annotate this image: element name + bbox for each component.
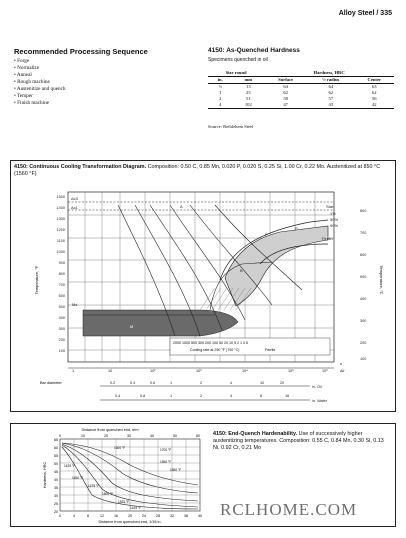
table-header: mm: [232, 77, 264, 84]
tick-label: 0.6: [150, 381, 156, 385]
tick-label: 20: [128, 514, 132, 518]
tick-label: 4: [73, 514, 75, 518]
tick-label: 10⁵: [288, 369, 294, 373]
table-cell: 2: [219, 96, 222, 101]
endquench-caption-text: Use of successively higher austenitizing temperatures. Composition: 0.55 C, 0.84 Mn, 0.30 Si, 0.13 Ni, 0.92 Cr, 0.21 Mo: [213, 431, 384, 451]
tick-label: 600: [58, 294, 65, 298]
ferrite-label: Ferrite: [265, 348, 276, 352]
water-ticks: [115, 394, 328, 403]
tick-label: 35: [54, 486, 58, 490]
processing-step: • Temper: [14, 93, 66, 100]
cct-y-left-ticks: [57, 195, 65, 353]
label-finish: Finish: [322, 236, 333, 241]
time-axis-ticks: [72, 362, 345, 373]
tick-label: 400: [58, 316, 65, 320]
curve-label: 1550 °F: [160, 460, 172, 464]
tick-label: 50: [173, 434, 177, 438]
eq-bottom-ticks: [59, 514, 202, 518]
table-cell: 57: [328, 96, 334, 101]
tick-label: 45: [54, 470, 58, 474]
tick-label: 0.8: [140, 394, 146, 398]
tick-label: 40: [54, 478, 58, 482]
oil-label: in. Oil: [312, 385, 322, 389]
tick-label: 28: [156, 514, 160, 518]
tick-label: 10⁴: [242, 369, 248, 373]
table-cell: 4: [208, 102, 232, 109]
table-cell: 62: [371, 90, 377, 95]
watermark: RCLHOME.COM: [220, 500, 358, 519]
tick-label: 1400: [56, 206, 65, 210]
label-ac3: Ac3: [71, 196, 78, 201]
label-ms: Ms: [72, 302, 78, 307]
processing-step: • Anneal: [14, 72, 66, 79]
table-cell: 58: [283, 96, 288, 101]
cct-region-labels: [71, 196, 338, 329]
tick-label: 500: [58, 305, 65, 309]
eq-top-axis-label: Distance from quenched end, mm: [81, 428, 139, 432]
table-header: ½ radius: [307, 77, 354, 84]
eq-top-ticks: [59, 434, 200, 438]
label-p: P: [295, 226, 298, 231]
eq-bottom-axis-label: Distance from quenched end, 1/16 in.: [98, 520, 162, 524]
endquench-caption: [213, 431, 391, 452]
curve-label: 1550 °F: [170, 468, 182, 472]
table-cell: 64: [328, 84, 334, 89]
water-label: in. Water: [312, 399, 328, 403]
curve-label: 1475 °F: [88, 484, 100, 488]
label-1pct: 1%: [330, 211, 336, 216]
tick-label: 10: [260, 381, 265, 385]
endquench-chart: [10, 423, 210, 525]
tick-label: 20: [104, 434, 108, 438]
table-cell: 102: [232, 102, 264, 109]
label-50pct: 50%: [330, 217, 339, 222]
curve-label: 1500 °F: [102, 492, 114, 496]
table-cell: 63: [371, 84, 377, 89]
tick-label: 2: [200, 381, 203, 385]
cct-y-left-label: Temperature, °F: [34, 265, 39, 295]
endquench-title: 4150: End-Quench Hardenability.: [213, 431, 298, 437]
processing-title: Recommended Processing Sequence: [14, 47, 148, 56]
label-ac1: Ac1: [71, 205, 78, 210]
processing-step: • Rough machine: [14, 79, 66, 86]
tick-label: 1100: [56, 239, 65, 243]
tick-label: 0: [59, 514, 61, 518]
label-air: Air: [340, 369, 345, 373]
tick-label: 1: [170, 381, 173, 385]
table-cell: 13: [246, 84, 251, 89]
label-s: s: [340, 362, 342, 366]
table-group-header: Size round: [208, 70, 264, 77]
tick-label: 10: [81, 434, 85, 438]
table-cell: 51: [246, 96, 251, 101]
processing-step: • Austenitize and quench: [14, 86, 66, 93]
tick-label: 8: [260, 394, 263, 398]
tick-label: 55: [54, 454, 58, 458]
tick-label: 400: [360, 297, 367, 301]
eq-y-label: Hardness, HRC: [43, 461, 47, 489]
tick-label: 1200: [56, 228, 65, 232]
processing-step: • Finish machine: [14, 100, 66, 107]
tick-label: 800: [58, 272, 65, 276]
tick-label: 0.4: [130, 381, 136, 385]
table-cell: 43: [307, 102, 354, 109]
table-cell: 47: [264, 102, 307, 109]
tick-label: 65: [54, 438, 58, 442]
tick-label: 20: [280, 381, 285, 385]
tick-label: 700: [360, 231, 367, 235]
cct-diagram: [10, 160, 394, 410]
processing-steps: [14, 58, 66, 107]
tick-label: 300: [58, 327, 65, 331]
cct-y-right-label: Temperature, °C: [379, 265, 384, 295]
tick-label: 20: [54, 510, 58, 514]
processing-step: • Normalize: [14, 65, 66, 72]
tick-label: 100: [360, 357, 367, 361]
quench-subtitle: Specimens quenched in oil: [208, 57, 268, 63]
table-cell: 62: [283, 90, 288, 95]
table-header: Center: [355, 77, 394, 84]
tick-label: 30: [54, 494, 58, 498]
page-header: Alloy Steel / 335: [338, 10, 392, 17]
tick-label: 700: [58, 283, 65, 287]
tick-label: 100: [58, 349, 65, 353]
cct-y-right-ticks: [360, 209, 366, 361]
tick-label: 10³: [196, 369, 202, 373]
label-90pct: 90%: [330, 223, 339, 228]
label-m: M: [130, 324, 134, 329]
tick-label: 24: [142, 514, 146, 518]
processing-step: • Forge: [14, 58, 66, 65]
curve-label: 1425 °F: [64, 464, 76, 468]
tick-label: 50: [54, 462, 58, 466]
bar-diameter-label: Bar diameter: [40, 381, 62, 385]
table-cell: 56: [371, 96, 377, 101]
label-start: Start: [326, 204, 335, 209]
tick-label: 1000: [56, 250, 65, 254]
label-f: F: [265, 232, 268, 237]
tick-label: 30: [127, 434, 131, 438]
tick-label: 40: [150, 434, 154, 438]
curve-label: 1425 °F: [130, 506, 142, 510]
table-cell: 42: [355, 102, 394, 109]
tick-label: 1500: [56, 195, 65, 199]
tick-label: 60: [54, 446, 58, 450]
martensite-region: [83, 310, 238, 336]
table-cell: ½: [218, 84, 222, 89]
tick-label: 1300: [56, 217, 65, 221]
table-group-header: Hardness, HRC: [264, 70, 394, 77]
tick-label: 1: [170, 394, 173, 398]
tick-label: 300: [360, 319, 367, 323]
cct-plot-frame: [68, 192, 334, 362]
curve-label: 1700 °F: [160, 448, 172, 452]
tick-label: 200: [360, 341, 367, 345]
curve-label: 1600 °F: [114, 446, 126, 450]
tick-label: 10⁶: [322, 369, 328, 373]
tick-label: 0: [59, 434, 61, 438]
quench-title: 4150: As-Quenched Hardness: [208, 47, 300, 54]
tick-label: 10²: [150, 369, 156, 373]
tick-label: 40: [198, 514, 202, 518]
tick-label: 600: [360, 253, 367, 257]
cooling-rate-values: 2000 1000 500 300 200 100 50 20 10 5 2 1 0.5: [173, 341, 248, 345]
tick-label: 500: [360, 275, 367, 279]
tick-label: 10: [108, 369, 113, 373]
table-header: Surface: [264, 77, 307, 84]
tick-label: 900: [58, 261, 65, 265]
table-cell: 25: [246, 90, 251, 95]
eq-grid: [60, 439, 200, 511]
tick-label: 0.4: [115, 394, 121, 398]
table-cell: 62: [328, 90, 334, 95]
tick-label: 32: [170, 514, 174, 518]
tick-label: 800: [360, 209, 367, 213]
tick-label: 0.2: [110, 381, 116, 385]
tick-label: 12: [100, 514, 104, 518]
tick-label: 2: [200, 394, 203, 398]
cooling-rate-label: Cooling rate at 290 °F (700 °C): [190, 348, 240, 352]
table-cell: 1: [219, 90, 222, 95]
table-cell: 64: [283, 84, 288, 89]
tick-label: 8: [87, 514, 89, 518]
tick-label: 16: [114, 514, 118, 518]
tick-label: 200: [58, 338, 65, 342]
cct-caption-text: Composition: 0.50 C, 0.85 Mn, 0.020 P, 0.020 S, 0.25 Si, 1.00 Cr, 0.22 Mo. Austenitized at 850 °C (1560 °F): [14, 164, 381, 177]
tick-label: 16: [285, 394, 290, 398]
tick-label: 25: [54, 502, 58, 506]
eq-y-ticks: [54, 438, 58, 514]
table-row: [208, 102, 394, 109]
quench-source: Source: Bethlehem Steel: [208, 124, 254, 129]
cct-title: 4150: Continuous Cooling Transformation Diagram.: [14, 164, 147, 170]
tick-label: 36: [184, 514, 188, 518]
quench-table: [208, 70, 394, 109]
oil-ticks: [110, 381, 322, 389]
tick-label: 4: [230, 394, 233, 398]
curve-label: 1525 °F: [118, 500, 130, 504]
tick-label: 4: [230, 381, 233, 385]
curve-label: 1450 °F: [72, 476, 84, 480]
table-header: in.: [208, 77, 232, 84]
label-b: B: [240, 268, 243, 273]
tick-label: 60: [196, 434, 200, 438]
label-a: A: [180, 204, 183, 209]
tick-label: 1: [72, 369, 75, 373]
